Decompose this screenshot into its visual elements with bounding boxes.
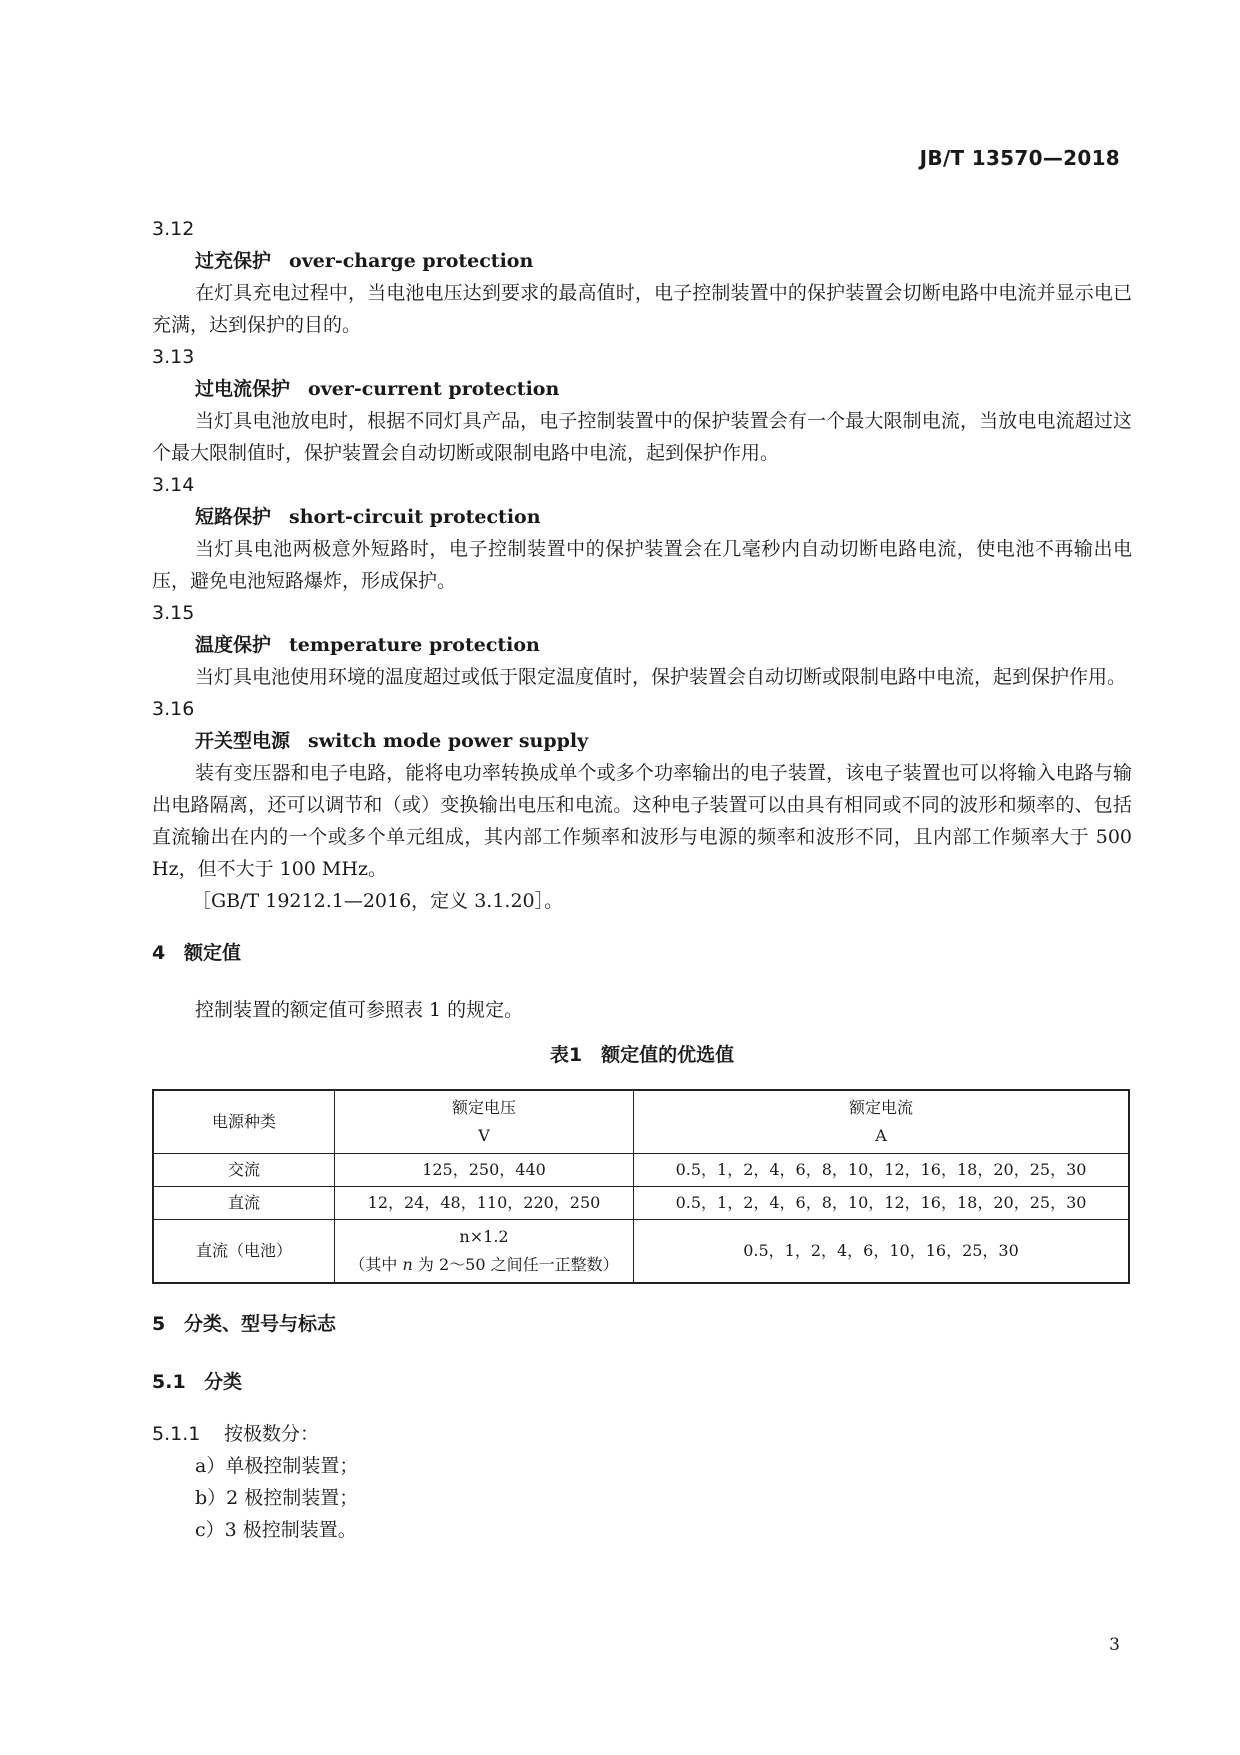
cell-current: 0.5，1，2，4，6，8，10，12，16，18，20，25，30 xyxy=(634,1154,1130,1187)
table-caption: 表1 额定值的优选值 xyxy=(549,1044,735,1066)
definition-text: 装有变压器和电子电路，能将电功率转换成单个或多个功率输出的电子装置，该电子装置也可以将输入电路与输出电路隔离，还可以调节和（或）变换输出电压和电流。这种电子装置可以由具有相同或不同的波形和频率的、包括直流输出在内的一个或多个单元组成，其内部工作频率和波形与电源的频率和波形不同，且内部工作频率大于 500 Hz，但不大于 100 MHz。 xyxy=(152,762,1132,880)
section-title-text: 分类、型号与标志 xyxy=(184,1313,337,1335)
header-cell-rated-current xyxy=(634,1090,1130,1154)
term-chinese: 过充保护 xyxy=(195,250,272,272)
header-cell-supply-type: 电源种类 xyxy=(153,1090,335,1154)
subsection-number: 5.1 xyxy=(152,1371,186,1393)
cell-voltage: 125，250，440 xyxy=(335,1154,634,1187)
rated-values-table xyxy=(152,1089,1130,1284)
clause-number: 3.12 xyxy=(152,218,195,240)
cell-voltage: 12，24，48，110，220，250 xyxy=(335,1187,634,1220)
note-prefix: （其中 xyxy=(349,1255,403,1274)
definition-text: 当灯具电池使用环境的温度超过或低于限定温度值时，保护装置会自动切断或限制电路中电流，起到保护作用。 xyxy=(195,666,1127,688)
term-heading xyxy=(152,501,1132,533)
clause-number: 3.13 xyxy=(152,346,195,368)
subsection-heading xyxy=(152,1366,1132,1398)
term-english: short-circuit protection xyxy=(289,506,541,528)
term-chinese: 温度保护 xyxy=(195,634,272,656)
cell-voltage xyxy=(335,1220,634,1284)
term-heading xyxy=(152,725,1132,757)
term-heading xyxy=(152,373,1132,405)
clause-3-12 xyxy=(152,213,1132,341)
section-number: 4 xyxy=(152,942,166,964)
header-current-unit: A xyxy=(875,1126,887,1145)
definition-text: 当灯具电池放电时，根据不同灯具产品，电子控制装置中的保护装置会有一个最大限制电流，当放电电流超过这个最大限制值时，保护装置会自动切断或限制电路中电流，起到保护作用。 xyxy=(152,410,1132,464)
source-citation: ［GB/T 19212.1—2016，定义 3.1.20］。 xyxy=(192,890,564,912)
header-voltage-label: 额定电压 xyxy=(451,1098,516,1117)
cell-supply-type: 交流 xyxy=(153,1154,335,1187)
table-row xyxy=(153,1220,1129,1284)
term-english: over-charge protection xyxy=(289,250,534,272)
definition-text: 在灯具充电过程中，当电池电压达到要求的最高值时，电子控制装置中的保护装置会切断电路中电流并显示电已充满，达到保护的目的。 xyxy=(152,282,1132,336)
term-chinese: 过电流保护 xyxy=(195,378,291,400)
subsubsection-number: 5.1.1 xyxy=(152,1423,201,1445)
term-chinese: 短路保护 xyxy=(195,506,272,528)
clause-3-13 xyxy=(152,341,1132,469)
clause-number: 3.16 xyxy=(152,698,195,720)
section-text: 控制装置的额定值可参照表 1 的规定。 xyxy=(195,999,524,1021)
page-content xyxy=(152,213,1132,1546)
cell-supply-type: 直流（电池） xyxy=(153,1220,335,1284)
clause-3-15 xyxy=(152,597,1132,693)
table-header-row xyxy=(153,1090,1129,1154)
header-voltage-unit: V xyxy=(478,1126,490,1145)
term-heading xyxy=(152,245,1132,277)
clause-3-14 xyxy=(152,469,1132,597)
clause-number: 3.15 xyxy=(152,602,195,624)
section-4 xyxy=(152,937,1132,1284)
section-5 xyxy=(152,1308,1132,1546)
term-english: temperature protection xyxy=(289,634,540,656)
clause-number: 3.14 xyxy=(152,474,195,496)
section-title-text: 额定值 xyxy=(184,942,242,964)
header-cell-rated-voltage xyxy=(335,1090,634,1154)
subsubsection-text: 按极数分： xyxy=(224,1423,320,1445)
cell-current: 0.5，1，2，4，6，10，16，25，30 xyxy=(634,1220,1130,1284)
definition-text: 当灯具电池两极意外短路时，电子控制装置中的保护装置会在几毫秒内自动切断电路电流，使电池不再输出电压，避免电池短路爆炸，形成保护。 xyxy=(152,538,1132,592)
section-heading xyxy=(152,1308,1132,1340)
document-id-header: JB/T 13570—2018 xyxy=(919,146,1120,170)
term-heading xyxy=(152,629,1132,661)
list-item: a）单极控制装置； xyxy=(195,1455,359,1477)
note-suffix: 为 2～50 之间任一正整数） xyxy=(412,1255,619,1274)
table-row xyxy=(153,1154,1129,1187)
term-english: over-current protection xyxy=(308,378,560,400)
section-heading xyxy=(152,937,1132,969)
page-number: 3 xyxy=(1109,1635,1120,1655)
battery-voltage-note xyxy=(339,1251,629,1279)
subsection-title-text: 分类 xyxy=(204,1371,243,1393)
cell-supply-type: 直流 xyxy=(153,1187,335,1220)
term-chinese: 开关型电源 xyxy=(195,730,291,752)
list-item: c）3 极控制装置。 xyxy=(195,1519,357,1541)
term-english: switch mode power supply xyxy=(308,730,589,752)
section-number: 5 xyxy=(152,1313,166,1335)
subsubsection-heading xyxy=(152,1418,1132,1450)
clause-3-16 xyxy=(152,693,1132,917)
note-variable: n xyxy=(402,1255,413,1274)
cell-current: 0.5，1，2，4，6，8，10，12，16，18，20，25，30 xyxy=(634,1187,1130,1220)
table-row xyxy=(153,1187,1129,1220)
battery-voltage-formula: n×1.2 xyxy=(459,1227,509,1246)
header-current-label: 额定电流 xyxy=(848,1098,913,1117)
list-item: b）2 极控制装置； xyxy=(195,1487,359,1509)
